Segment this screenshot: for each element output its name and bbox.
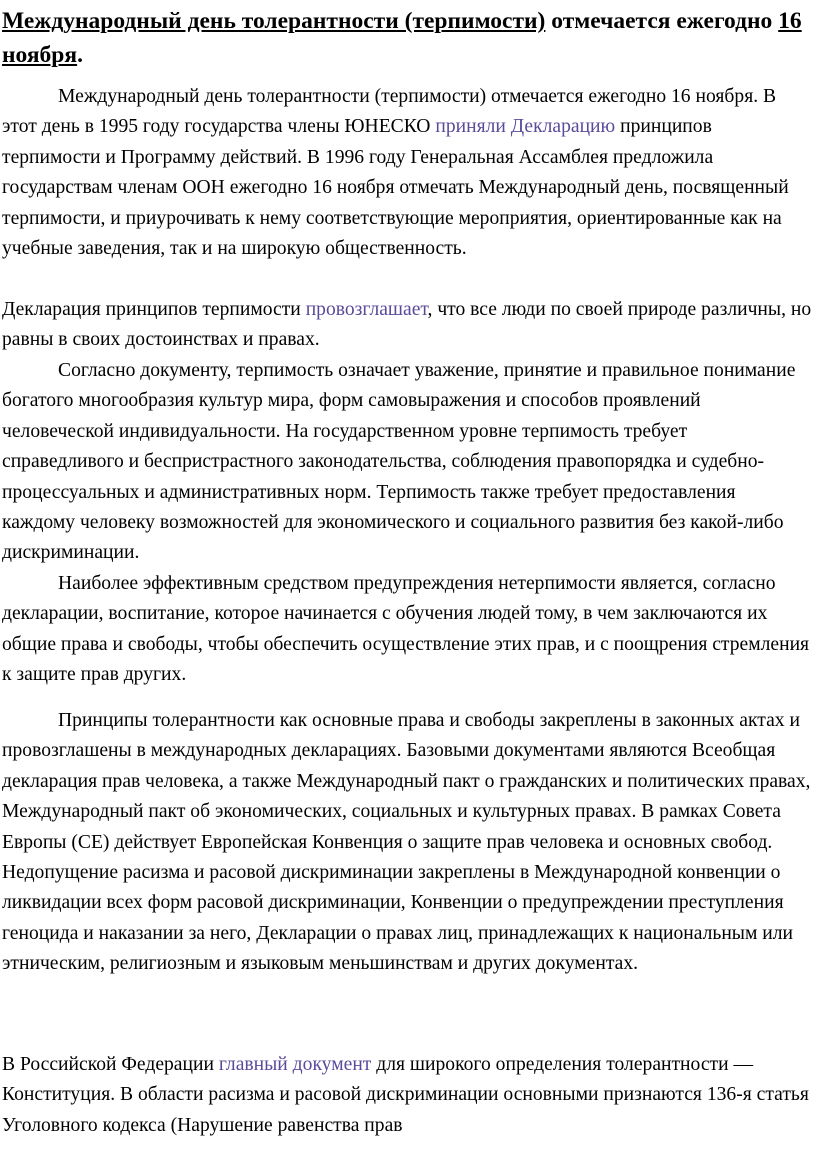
- link-declaration[interactable]: приняли Декларацию: [435, 116, 616, 138]
- document-title: [2, 4, 814, 72]
- paragraph-text: Международный день толерантности (терпимости) отмечается ежегодно 16 ноября. В этот день в 1995 году государства члены ЮНЕСКО: [2, 86, 777, 138]
- title-plain-part: отмечается ежегодно: [545, 8, 779, 34]
- paragraph-text: В Российской Федерации: [2, 1054, 219, 1075]
- paragraph-meaning: Согласно документу, терпимость означает уважение, принятие и правильное понимание богатого многообразия культур мира, форм самовыражения и способов проявлений человеческой индивидуальности. На государственном уровне терпимость требует справедливого и беспристрастного законодательства, соблюдения правопорядка и судебно-процессуальных и административных норм. Терпимость также требует предоставления каждому человеку возможностей для экономического и социального развития без какой-либо дискриминации.: [2, 360, 796, 564]
- title-date-part: 16 ноября: [2, 8, 802, 68]
- paragraph-russia: [2, 1050, 812, 1141]
- title-underlined-part: Международный день толерантности (терпимости): [2, 8, 546, 34]
- paragraph-text: , что все люди по своей природе различны, но равны в своих достоинствах и правах.: [2, 299, 812, 351]
- paragraph-history: [2, 82, 812, 264]
- link-proclaims[interactable]: провозглашает: [305, 299, 428, 320]
- title-period: .: [77, 42, 83, 68]
- paragraph-declaration: [2, 295, 812, 356]
- paragraph-principles: Принципы толерантности как основные права и свободы закреплены в законных актах и провозглашены в международных декларациях. Базовыми документами являются Всеобщая декларация прав человека, а также Международный пакт о гражданских и политических правах, Международный пакт об экономических, социальных и культурных правах. В рамках Совета Европы (СЕ) действует Европейская Конвенция о защите прав человека и основных свобод. Недопущение расизма и расовой дискриминации закреплены в Международной конвенции о ликвидации всех форм расовой дискриминации, Конвенции о предупреждении преступления геноцида и наказании за него, Декларации о правах лиц, принадлежащих к национальным или этническим, религиозным и языковым меньшинствам и других документах.: [2, 710, 811, 975]
- paragraph-text: принципов терпимости и Программу действий. В 1996 году Генеральная Ассамблея предложила государствам членам ООН ежегодно 16 ноября отмечать Международный день, посвященный терпимости, и приурочивать к нему соответствующие мероприятия, ориентированные как на учебные заведения, так и на широкую общественность.: [2, 116, 789, 260]
- paragraph-text: для широкого определения толерантности — Конституция. В области расизма и расовой дискриминации основными признаются 136-я статья Уголовного кодекса (Нарушение равенства прав: [2, 1054, 809, 1136]
- link-main-document[interactable]: главный документ: [218, 1054, 372, 1075]
- paragraph-text: Декларация принципов терпимости: [2, 299, 306, 320]
- paragraph-education: Наиболее эффективным средством предупреждения нетерпимости является, согласно декларации, воспитание, которое начинается с обучения людей тому, в чем заключаются их общие права и свободы, чтобы обеспечить осуществление этих прав, и с поощрения стремления к защите прав других.: [2, 573, 810, 686]
